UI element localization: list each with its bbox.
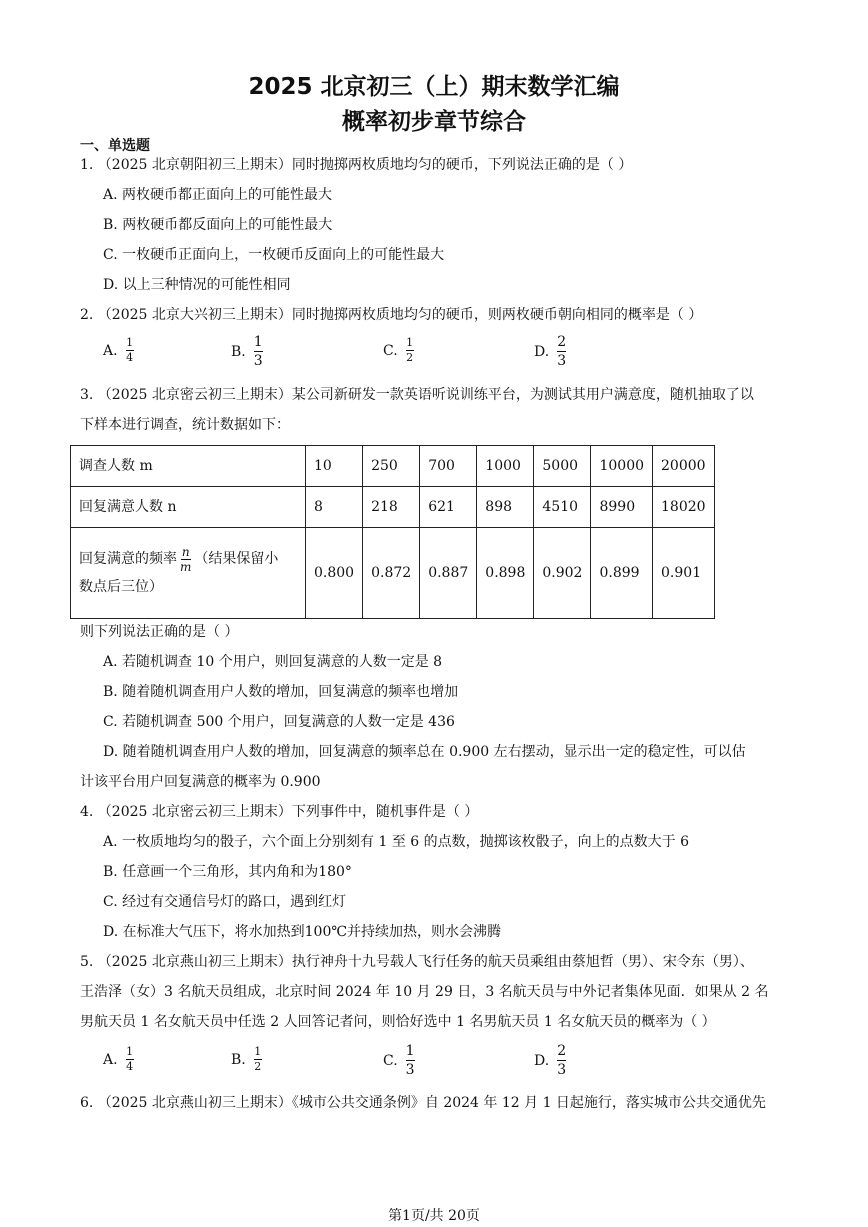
fraction-bar: [557, 1060, 566, 1061]
fraction: [126, 1046, 134, 1073]
table-cell: 250: [363, 446, 420, 487]
fraction-bar: [557, 351, 566, 352]
row-label-part: （结果保留小: [194, 551, 279, 567]
table-cell: 0.887: [420, 528, 477, 619]
fraction: [557, 1043, 566, 1078]
question-3-prompt: 则下列说法正确的是（ ）: [80, 624, 239, 640]
table-cell: 0.902: [534, 528, 591, 619]
question-5-option-b: [231, 1046, 262, 1073]
question-2-option-d: [534, 334, 566, 369]
table-cell: 0.899: [591, 528, 653, 619]
question-3-stem-line-2: 下样本进行调查，统计数据如下：: [80, 417, 290, 433]
option-label: A.: [103, 342, 118, 359]
option-label: B.: [231, 343, 246, 360]
option-label: C.: [383, 342, 398, 359]
numerator: 2: [557, 334, 567, 350]
table-row: [71, 446, 715, 487]
question-1-option-c: C. 一枚硬币正面向上，一枚硬币反面向上的可能性最大: [103, 247, 445, 263]
fraction-bar: [254, 351, 263, 352]
table-cell: 8: [306, 487, 363, 528]
table-cell: 218: [363, 487, 420, 528]
option-label: A.: [103, 1051, 118, 1068]
fraction-bar: [406, 1060, 415, 1061]
table-cell: 1000: [477, 446, 534, 487]
page-title: 2025 北京初三（上）期末数学汇编: [248, 74, 620, 100]
question-4-stem: 4. （2025 北京密云初三上期末）下列事件中，随机事件是（ ）: [80, 804, 479, 820]
table-cell: 0.898: [477, 528, 534, 619]
question-2-stem: 2. （2025 北京大兴初三上期末）同时抛掷两枚质地均匀的硬币，则两枚硬币朝向相同的概率是（ ）: [80, 307, 703, 323]
table-row: [71, 528, 715, 619]
option-label: C.: [383, 1052, 398, 1069]
denominator: m: [180, 559, 192, 574]
question-3-option-d-line-2: 计该平台用户回复满意的概率为 0.900: [80, 774, 321, 790]
row-label-part: 数点后三位）: [79, 579, 163, 595]
table-row-label: 回复满意人数 n: [71, 487, 306, 528]
denominator: 3: [557, 353, 567, 369]
question-1-option-d: D. 以上三种情况的可能性相同: [103, 277, 291, 293]
option-label: D.: [534, 343, 550, 360]
numerator: 1: [254, 1045, 262, 1058]
question-4-option-d: D. 在标准大气压下，将水加热到100℃并持续加热，则水会沸腾: [103, 924, 502, 940]
question-5-option-a: [103, 1046, 134, 1073]
question-2-option-c: [383, 337, 414, 364]
numerator: n: [181, 544, 190, 559]
fraction: [180, 546, 191, 573]
question-6-stem-line-1: 6. （2025 北京燕山初三上期末）《城市公共交通条例》自 2024 年 12 月 1 日起施行，落实城市公共交通优先: [80, 1095, 766, 1111]
numerator: 1: [126, 336, 134, 349]
fraction: [254, 1046, 262, 1073]
question-4-option-a: A. 一枚质地均匀的骰子，六个面上分别刻有 1 至 6 的点数，抛掷该枚骰子，向上的点数大于 6: [103, 834, 689, 850]
question-2-option-a: [103, 337, 134, 364]
denominator: 2: [254, 1060, 262, 1073]
table-row-label: [71, 528, 306, 619]
question-3-stem-line-1: 3. （2025 北京密云初三上期末）某公司新研发一款英语听说训练平台，为测试其用户满意度，随机抽取了以: [80, 387, 754, 403]
denominator: 3: [557, 1062, 567, 1078]
numerator: 1: [126, 1045, 134, 1058]
question-2-option-b: [231, 334, 263, 369]
table-cell: 10000: [591, 446, 653, 487]
question-3-option-b: B. 随着随机调查用户人数的增加，回复满意的频率也增加: [103, 684, 459, 700]
question-3-option-a: A. 若随机调查 10 个用户，则回复满意的人数一定是 8: [103, 654, 443, 670]
table-cell: 0.800: [306, 528, 363, 619]
numerator: 1: [253, 334, 263, 350]
numerator: 1: [405, 1043, 415, 1059]
question-5-stem-line-2: 王浩泽（女）3 名航天员组成，北京时间 2024 年 10 月 29 日，3 名航天员与中外记者集体见面．如果从 2 名: [80, 984, 769, 1000]
fraction: [406, 337, 414, 364]
question-4-option-c: C. 经过有交通信号灯的路口，遇到红灯: [103, 894, 347, 910]
question-1-option-b: B. 两枚硬币都反面向上的可能性最大: [103, 217, 333, 233]
table-cell: 4510: [534, 487, 591, 528]
numerator: 2: [557, 1043, 567, 1059]
table-row-label: 调查人数 m: [71, 446, 306, 487]
option-label: B.: [231, 1051, 246, 1068]
question-5-stem-line-1: 5. （2025 北京燕山初三上期末）执行神舟十九号载人飞行任务的航天员乘组由蔡旭哲（男）、宋令东（男）、: [80, 954, 754, 970]
question-5-option-d: [534, 1043, 566, 1078]
denominator: 2: [406, 351, 414, 364]
question-3-option-d-line-1: D. 随着随机调查用户人数的增加，回复满意的频率总在 0.900 左右摆动，显示出一定的稳定性，可以估: [103, 744, 746, 760]
table-cell: 20000: [653, 446, 715, 487]
question-3-option-c: C. 若随机调查 500 个用户，回复满意的人数一定是 436: [103, 714, 455, 730]
table-cell: 0.901: [653, 528, 715, 619]
denominator: 4: [126, 351, 134, 364]
question-4-option-b: B. 任意画一个三角形，其内角和为180°: [103, 864, 352, 880]
statistics-table: [70, 445, 715, 619]
section-heading: 一、单选题: [80, 138, 150, 154]
row-label-part: 回复满意的频率: [79, 551, 177, 567]
denominator: 3: [405, 1062, 415, 1078]
table-cell: 700: [420, 446, 477, 487]
page-footer: 第1页/共 20页: [388, 1208, 480, 1224]
question-1-option-a: A. 两枚硬币都正面向上的可能性最大: [103, 187, 333, 203]
question-5-stem-line-3: 男航天员 1 名女航天员中任选 2 人回答记者问，则恰好选中 1 名男航天员 1 名女航天员的概率为（ ）: [80, 1014, 716, 1030]
denominator: 4: [126, 1060, 134, 1073]
fraction: [557, 334, 566, 369]
numerator: 1: [406, 336, 414, 349]
fraction: [254, 334, 263, 369]
table-cell: 0.872: [363, 528, 420, 619]
denominator: 3: [253, 353, 263, 369]
question-5-option-c: [383, 1043, 415, 1078]
option-label: D.: [534, 1052, 550, 1069]
fraction: [126, 337, 134, 364]
table-cell: 621: [420, 487, 477, 528]
page-subtitle: 概率初步章节综合: [342, 109, 526, 135]
table-row: [71, 487, 715, 528]
table-cell: 18020: [653, 487, 715, 528]
table-cell: 898: [477, 487, 534, 528]
question-1-stem: 1. （2025 北京朝阳初三上期末）同时抛掷两枚质地均匀的硬币，下列说法正确的是（ ）: [80, 157, 633, 173]
table-cell: 5000: [534, 446, 591, 487]
fraction: [406, 1043, 415, 1078]
table-cell: 8990: [591, 487, 653, 528]
table-cell: 10: [306, 446, 363, 487]
